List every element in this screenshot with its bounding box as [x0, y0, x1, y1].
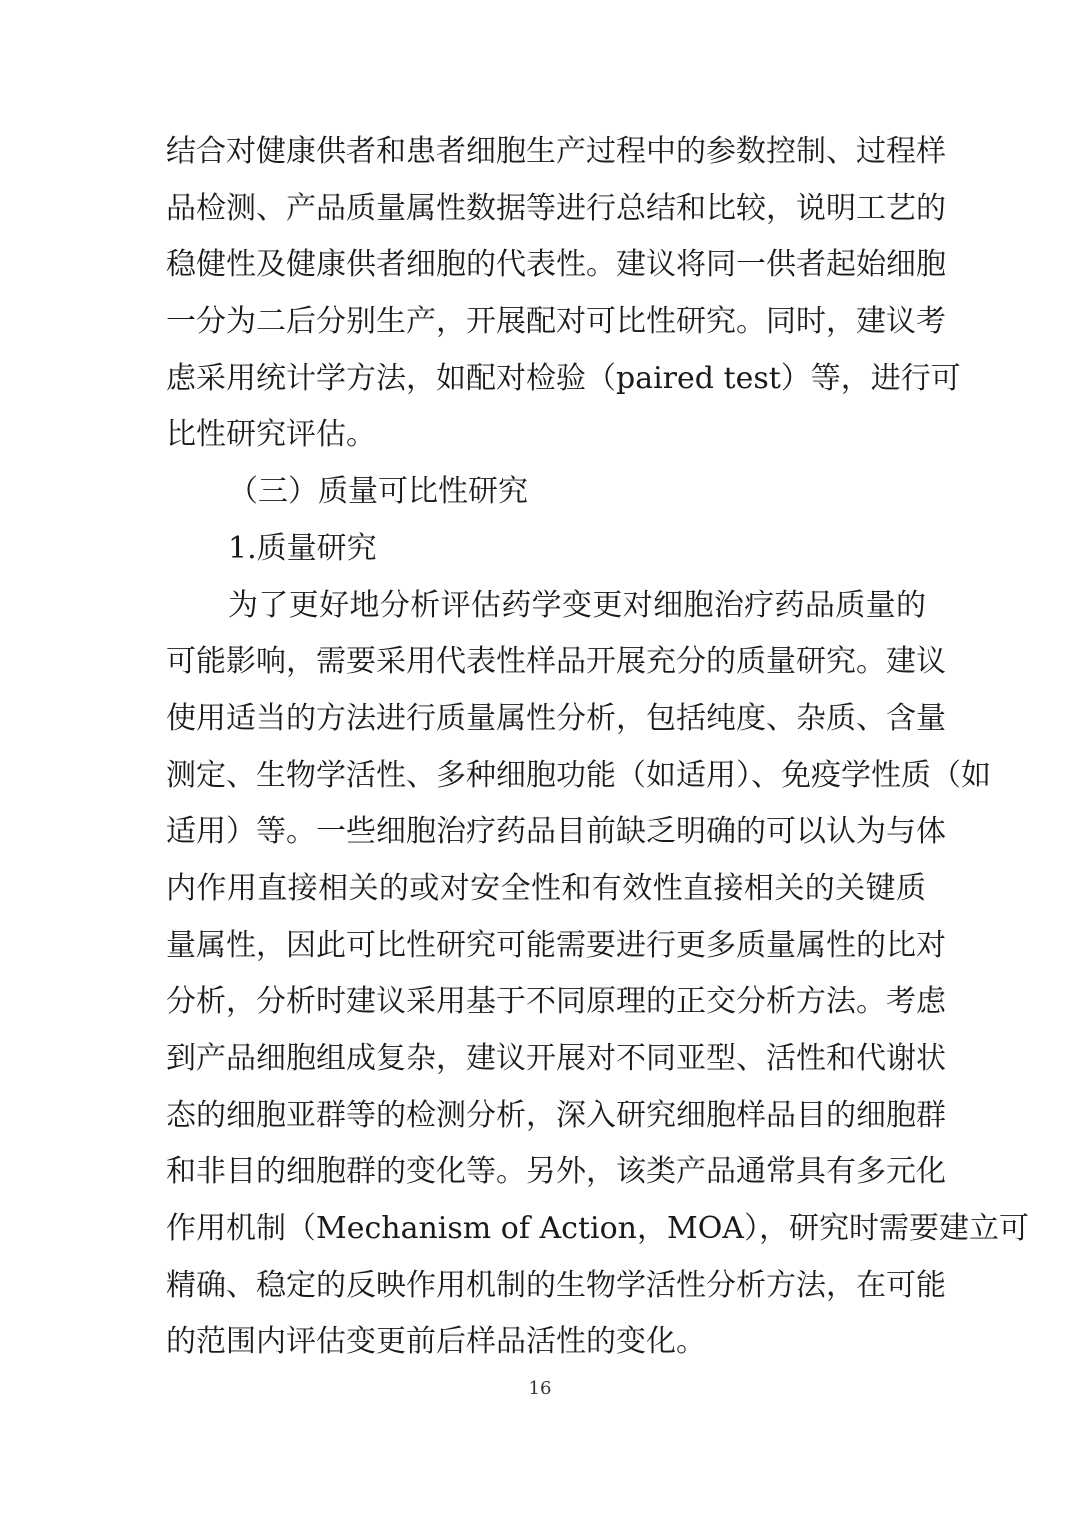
paragraph-line: 测定、生物学活性、多种细胞功能（如适用）、免疫学性质（如 — [166, 757, 991, 793]
paragraph-line: 可能影响，需要采用代表性样品开展充分的质量研究。建议 — [166, 644, 946, 680]
paragraph-line: 结合对健康供者和患者细胞生产过程中的参数控制、过程样 — [166, 134, 946, 169]
paragraph-line: 的范围内评估变更前后样品活性的变化。 — [166, 1324, 706, 1360]
page-number: 16 — [528, 1378, 552, 1399]
paragraph-line: 精确、稳定的反映作用机制的生物学活性分析方法，在可能 — [166, 1267, 946, 1303]
paragraph-line: 品检测、产品质量属性数据等进行总结和比较，说明工艺的 — [166, 190, 946, 226]
paragraph-line: 一分为二后分别生产，开展配对可比性研究。同时，建议考 — [166, 304, 946, 340]
paragraph-line: 量属性，因此可比性研究可能需要进行更多质量属性的比对 — [166, 927, 946, 963]
paragraph-line: 到产品细胞组成复杂，建议开展对不同亚型、活性和代谢状 — [166, 1041, 946, 1076]
section-heading: （三）质量可比性研究 — [228, 474, 528, 510]
paragraph-line: 和非目的细胞群的变化等。另外，该类产品通常具有多元化 — [166, 1154, 946, 1190]
paragraph-line: 分析，分析时建议采用基于不同原理的正交分析方法。考虑 — [166, 984, 946, 1020]
paragraph-line: 虑采用统计学方法，如配对检验（paired test）等，进行可 — [166, 360, 961, 396]
subsection-heading: 1.质量研究 — [228, 530, 377, 566]
paragraph-line: 稳健性及健康供者细胞的代表性。建议将同一供者起始细胞 — [166, 247, 946, 283]
paragraph-line: 内作用直接相关的或对安全性和有效性直接相关的关键质 — [166, 870, 926, 906]
body-text — [166, 124, 1029, 1371]
paragraph-line: 为了更好地分析评估药学变更对细胞治疗药品质量的 — [228, 587, 926, 623]
paragraph-line: 比性研究评估。 — [166, 417, 376, 453]
paragraph-line: 使用适当的方法进行质量属性分析，包括纯度、杂质、含量 — [166, 700, 946, 736]
paragraph-line: 态的细胞亚群等的检测分析，深入研究细胞样品目的细胞群 — [166, 1097, 946, 1133]
paragraph-line: 适用）等。一些细胞治疗药品目前缺乏明确的可以认为与体 — [166, 814, 946, 850]
paragraph-line: 作用机制（Mechanism of Action，MOA），研究时需要建立可 — [166, 1211, 1029, 1247]
